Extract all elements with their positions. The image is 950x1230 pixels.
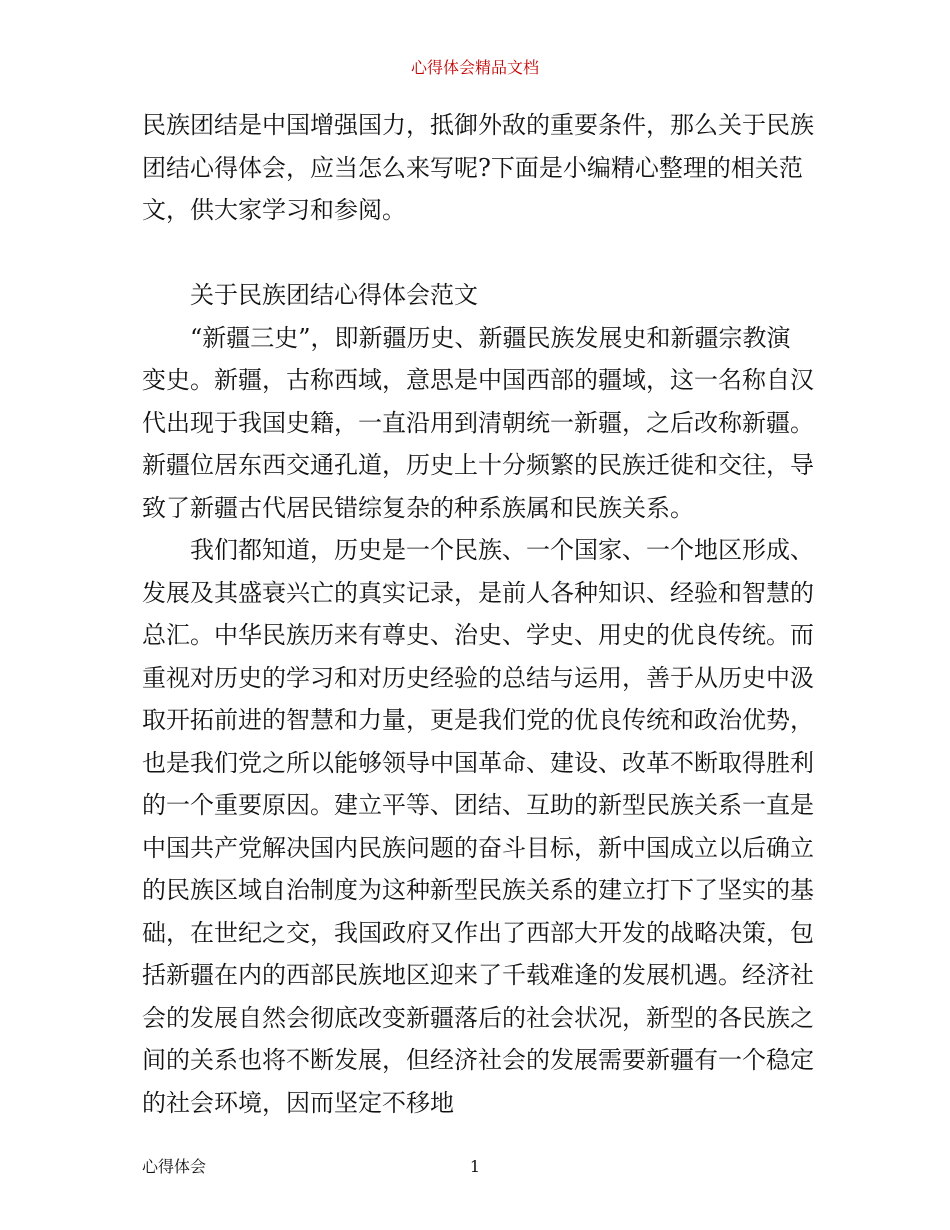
- body-paragraph-2: 我们都知道，历史是一个民族、一个国家、一个地区形成、发展及其盛衰兴亡的真实记录，是前人各种知识、经验和智慧的总汇。中华民族历来有尊史、治史、学史、用史的优良传统。而重视对历史的学习和对历史经验的总结与运用，善于从历史中汲取开拓前进的智慧和力量，更是我们党的优良传统和政治优势，也是我们党之所以能够领导中国革命、建设、改革不断取得胜利的一个重要原因。建立平等、团结、互助的新型民族关系一直是中国共产党解决国内民族问题的奋斗目标，新中国成立以后确立的民族区域自治制度为这种新型民族关系的建立打下了坚实的基础，在世纪之交，我国政府又作出了西部大开发的战略决策，包括新疆在内的西部民族地区迎来了千载难逢的发展机遇。经济社会的发展自然会彻底改变新疆落后的社会状况，新型的各民族之间的关系也将不断发展，但经济社会的发展需要新疆有一个稳定的社会环境，因而坚定不移地: [142, 536, 814, 1117]
- intro-paragraph: 民族团结是中国增强国力，抵御外敌的重要条件，那么关于民族团结心得体会，应当怎么来写呢?下面是小编精心整理的相关范文，供大家学习和参阅。: [142, 111, 814, 224]
- page-number: 1: [469, 1157, 481, 1176]
- body-paragraph-1: “新疆三史”，即新疆历史、新疆民族发展史和新疆宗教演变史。新疆，古称西域，意思是中国西部的疆域，这一名称自汉代出现于我国史籍，一直沿用到清朝统一新疆，之后改称新疆。新疆位居东西交通孔道，历史上十分频繁的民族迁徙和交往，导致了新疆古代居民错综复杂的种系族属和民族关系。: [142, 323, 814, 522]
- page-header-title: 心得体会精品文档: [410, 58, 539, 77]
- footer-label: 心得体会: [142, 1157, 207, 1176]
- section-title: 关于民族团结心得体会范文: [190, 281, 478, 309]
- document-body: [142, 104, 814, 1124]
- blank-line: [142, 232, 814, 275]
